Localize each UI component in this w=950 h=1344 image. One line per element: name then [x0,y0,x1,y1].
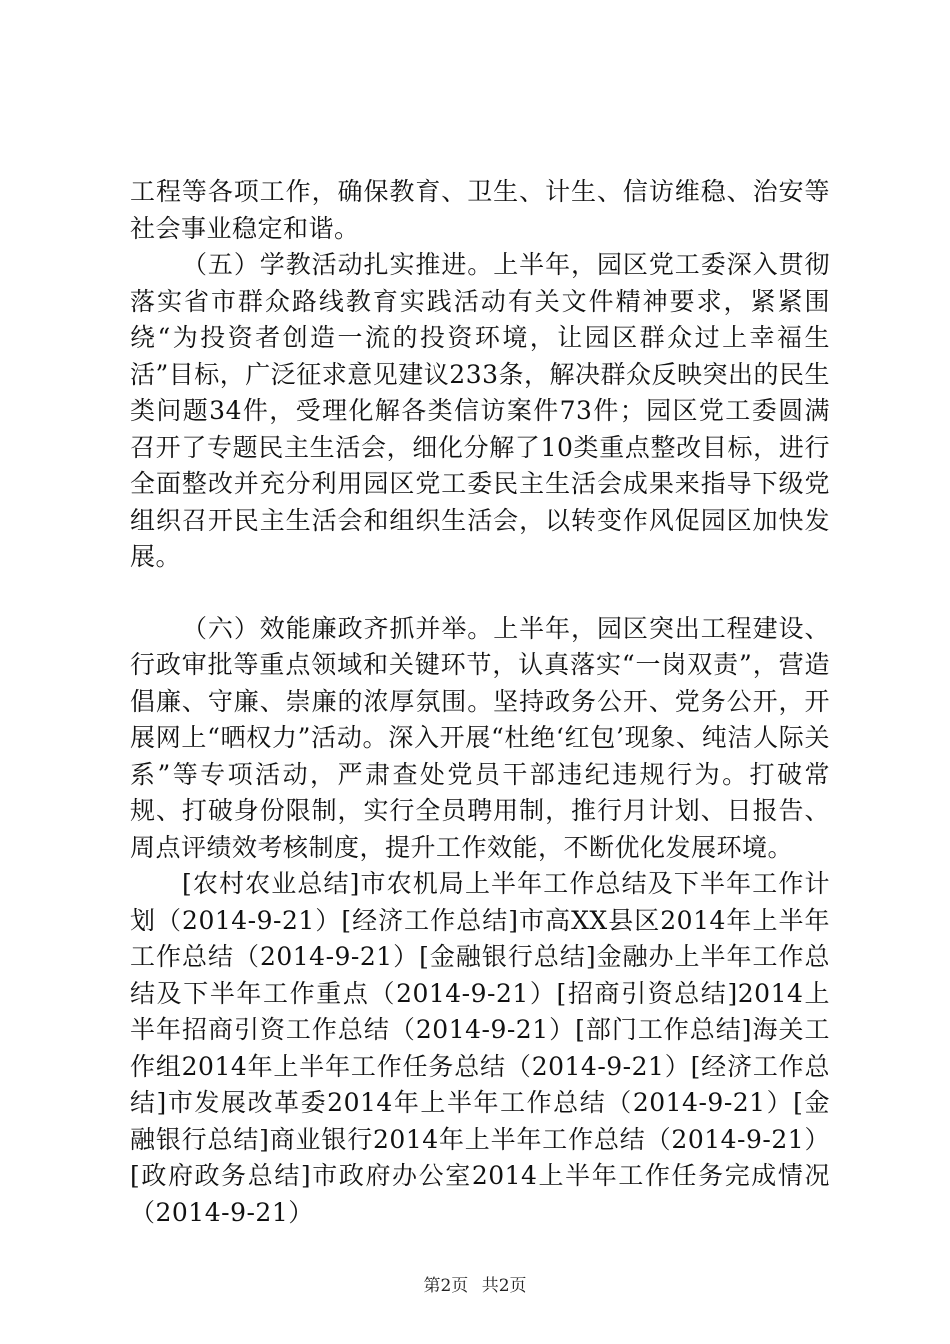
page-footer [0,1274,950,1298]
paragraph-section-five: （五）学教活动扎实推进。上半年，园区党工委深入贯彻落实省市群众路线教育实践活动有关文件精神要求，紧紧围绕“为投资者创造一流的投资环境，让园区群众过上幸福生活”目标，广泛征求意见建议233条，解决群众反映突出的民生类问题34件，受理化解各类信访案件73件；园区党工委圆满召开了专题民主生活会，细化分解了10类重点整改目标，进行全面整改并充分利用园区党工委民主生活会成果来指导下级党组织召开民主生活会和组织生活会，以转变作风促园区加快发展。 [130,250,831,571]
page-total: 共2页 [481,1276,527,1296]
paragraph-related-links: [农村农业总结]市农机局上半年工作总结及下半年工作计划（2014-9-21）[经济工作总结]市高XX县区2014年上半年工作总结（2014-9-21）[金融银行总结]金融办上半年工作总结及下半年工作重点（2014-9-21）[招商引资总结]2014上半年招商引资工作总结（2014-9-21）[部门工作总结]海关工作组2014年上半年工作任务总结（2014-9-21）[经济工作总结]市发展改革委2014年上半年工作总结（2014-9-21）[金融银行总结]商业银行2014年上半年工作总结（2014-9-21）[政府政务总结]市政府办公室2014上半年工作任务完成情况（2014-9-21） [130,869,830,1227]
paragraph-section-six: （六）效能廉政齐抓并举。上半年，园区突出工程建设、行政审批等重点领域和关键环节，认真落实“一岗双责”，营造倡廉、守廉、崇廉的浓厚氛围。坚持政务公开、党务公开，开展网上“晒权力”活动。深入开展“杜绝‘红包’现象、纯洁人际关系”等专项活动，严肃查处党员干部违纪违规行为。打破常规、打破身份限制，实行全员聘用制，推行月计划、日报告、周点评绩效考核制度，提升工作效能，不断优化发展环境。 [130,613,830,862]
page-number: 第2页 [423,1276,469,1296]
paragraph-continuation: 工程等各项工作，确保教育、卫生、计生、信访维稳、治安等社会事业稳定和谐。 [130,177,830,243]
document-body [130,174,830,1231]
